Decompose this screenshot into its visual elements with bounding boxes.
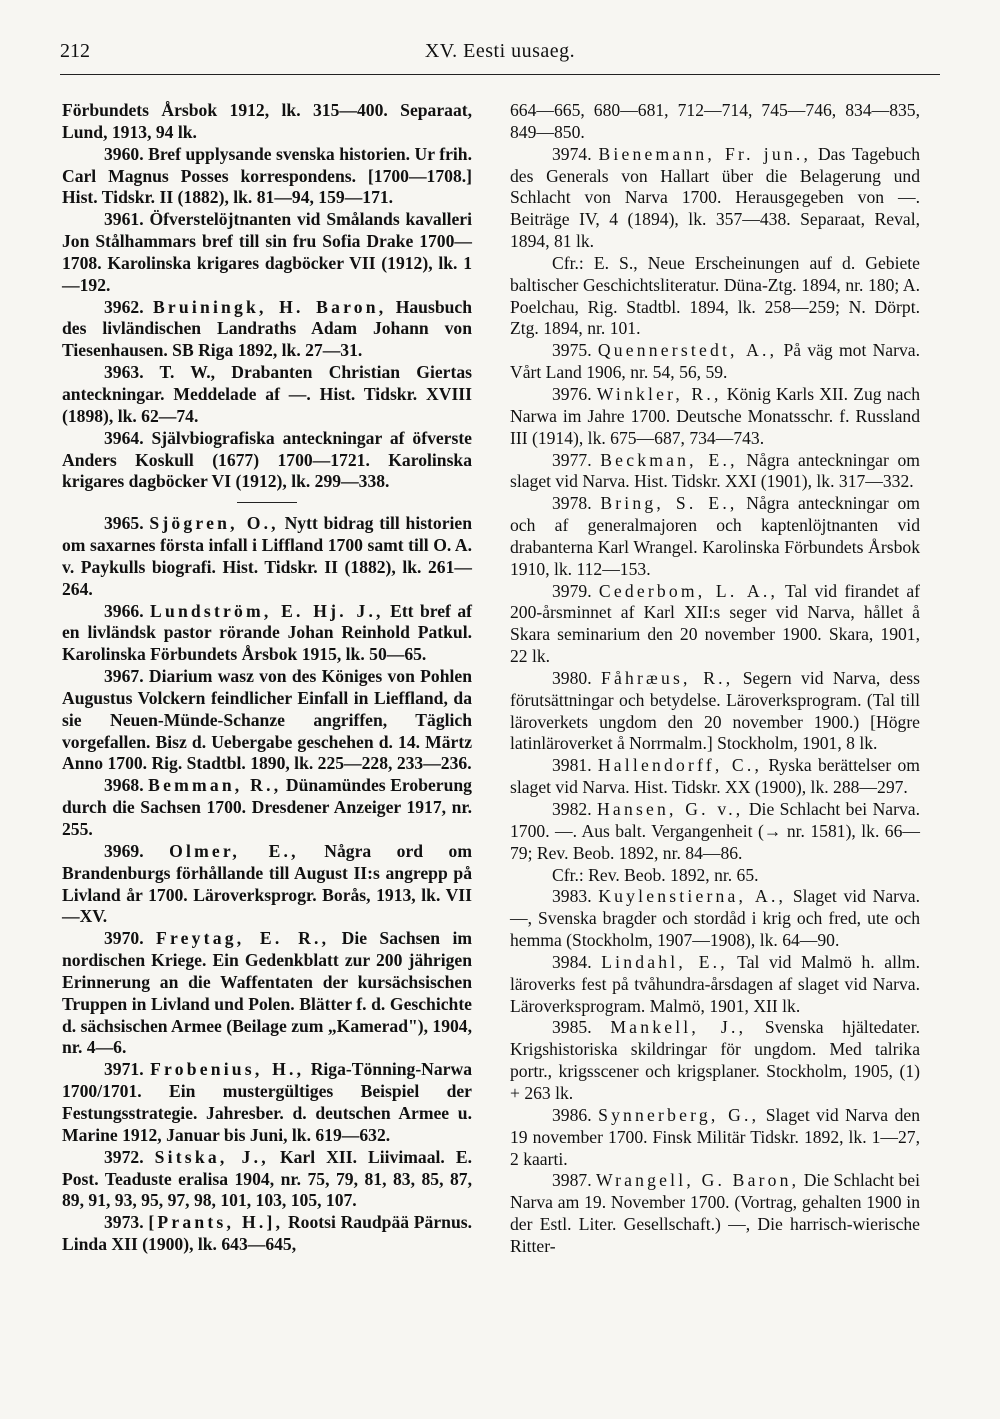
- entry-text: Dünamündes Eroberung durch die Sachsen 1700. Dresdener Anzeiger 1917, nr. 255.: [62, 775, 472, 839]
- bibliography-entry: [62, 775, 472, 841]
- left-column: [62, 100, 472, 1256]
- entry-text: Die Schlacht bei Narva. 1700. —. Aus balt. Vergangenheit (→ nr. 1581), lk. 66—79; Rev. Beob. 1892, nr. 84—86.: [510, 799, 920, 863]
- bibliography-entry: [510, 384, 920, 450]
- entry-author: Lindahl, E.,: [601, 951, 728, 972]
- entry-text: Rootsi Raudpää Pärnus. Linda XII (1900), lk. 643—645,: [62, 1212, 472, 1255]
- entry-text: Das Tagebuch des Generals von Hallart über die Belagerung und Schlacht von Narva 1700. Herausgegeben von —. Beiträge IV, 4 (1894), lk. 357—438. Separaat, Reval, 1894, 81 lk.: [510, 143, 920, 252]
- bibliography-entry: [62, 297, 472, 363]
- entry-author: Bienemann, Fr. jun.,: [598, 143, 812, 164]
- entry-number: 3984.: [552, 951, 592, 972]
- entry-number: 3974.: [552, 143, 592, 164]
- page-number: 212: [60, 40, 90, 62]
- entry-author: Freytag, E. R.,: [156, 928, 330, 949]
- bibliography-entry: [510, 886, 920, 952]
- bibliography-entry: [510, 952, 920, 1018]
- entry-number: 3982.: [552, 799, 592, 819]
- entry-author: Bemman, R.,: [148, 775, 282, 796]
- entry-author: Sitska, J.,: [154, 1146, 269, 1167]
- entry-number: 3968.: [104, 775, 144, 796]
- bibliography-entry: [510, 755, 920, 799]
- entry-author: Olmer, E.,: [169, 840, 299, 861]
- bibliography-entry: [510, 1105, 920, 1171]
- cfr-note: Cfr.: E. S., Neue Erscheinungen auf d. Gebiete baltischer Geschichtsliteratur. Düna-Ztg. 1894, nr. 180; A. Poelchau, Rig. Stadtbl. 1894, lk. 258—259; N. Dörpt. Ztg. 1894, nr. 101.: [510, 252, 920, 339]
- bibliography-entry: 3964. Självbiografiska anteckningar af öfverste Anders Koskull (1677) 1700—1721. Karolinska krigares dagböcker VI (1912), lk. 299—338.: [62, 427, 472, 492]
- entry-number: 3962.: [104, 296, 144, 317]
- entry-number: 3976.: [552, 383, 592, 404]
- bibliography-entry: [62, 1147, 472, 1213]
- entry-author: Wrangell, G. Baron,: [596, 1170, 800, 1191]
- entry-author: Fåhræus, R.,: [601, 667, 734, 688]
- entry-number: 3973.: [104, 1212, 144, 1233]
- bibliography-entry: [510, 1170, 920, 1257]
- entry-text: Karl XII. Liivimaal. E. Post. Teaduste eralisa 1904, nr. 75, 79, 81, 83, 85, 87, 89, 91, 93, 95, 97, 98, 101, 103, 105, 107.: [62, 1146, 472, 1211]
- entry-text: Slaget vid Narva den 19 november 1700. Finsk Militär Tidskr. 1892, lk. 1—27, 2 kaarti.: [510, 1104, 920, 1169]
- entry-author: Kuylenstierna, A.,: [598, 886, 787, 907]
- entry-text: Ett bref af en livländsk pastor rörande Johan Reinhold Patkul. Karolinska Förbundets Årsbok 1915, lk. 50—65.: [62, 600, 472, 665]
- bibliography-entry: [510, 144, 920, 253]
- entry-number: 3977.: [552, 449, 592, 470]
- entry-text: König Karls XII. Zug nach Narwa im Jahre 1700. Deutsche Monatsschr. f. Russland III (1914), lk. 675—687, 734—743.: [510, 383, 921, 448]
- entry-text: Några anteckningar om slaget vid Narva. Hist. Tidskr. XXI (1901), lk. 317—332.: [510, 449, 920, 492]
- entry-text: Slaget vid Narva. —, Svenska bragder och stordåd i krig och fred, ute och hemma (Stockholm, 1907—1908), lk. 64—90.: [510, 886, 920, 951]
- bibliography-entry: [62, 928, 472, 1059]
- entry-number: 3987.: [552, 1170, 592, 1191]
- entry-number: 3983.: [552, 886, 592, 907]
- entry-author: Beckman, E.,: [600, 449, 738, 470]
- running-title: XV. Eesti uusaeg.: [424, 40, 576, 62]
- entry-number: 3965.: [104, 513, 144, 534]
- entry-text: Några anteckningar om och af generalmajoren och kaptenlöjtnanten vid drabanterna Karl Wrangel. Karolinska Förbundets Årsbok 1910, lk. 112—153.: [510, 493, 920, 579]
- entry-text: Die Schlacht bei Narva am 19. November 1700. (Vortrag, gehalten 1900 in der Estl. Liter. Gesellschaft.) —, Die harrisch-wierische Ritter-: [510, 1170, 920, 1256]
- entry-text: På väg mot Narva. Vårt Land 1906, nr. 54, 56, 59.: [510, 340, 920, 383]
- entry-author: Hansen, G. v.,: [597, 799, 744, 819]
- bibliography-entry: Förbundets Årsbok 1912, lk. 315—400. Separaat, Lund, 1913, 94 lk.: [62, 100, 472, 142]
- entry-text: Några ord om Brandenburgs förhållande till August II:s angrepp på Livland år 1700. Läroverksprogr. Borås, 1913, lk. VII—XV.: [62, 840, 473, 927]
- bibliography-entry: [510, 450, 920, 494]
- entry-number: 3971.: [104, 1059, 144, 1080]
- bibliography-entry: 664—665, 680—681, 712—714, 745—746, 834—835, 849—850.: [510, 100, 920, 142]
- entry-number: 3975.: [552, 340, 592, 361]
- entry-author: Bruiningk, H. Baron,: [152, 296, 387, 317]
- entry-author: Lundström, E. Hj. J.,: [150, 600, 384, 621]
- bibliography-entry: 3967. Diarium wasz von des Königes von Pohlen Augustus Volckern feindlicher Einfall in Lieffland, da sie Neuen-Münde-Schanze angriffen, Täglich vorgefallen. Bisz d. Uebergabe geschehen d. 14. Märtz Anno 1700. Rig. Stadtbl. 1890, lk. 225—228, 233—236.: [62, 666, 472, 774]
- entry-author: Sjögren, O.,: [149, 513, 279, 534]
- entry-number: 3972.: [104, 1146, 144, 1167]
- entry-number: 3980.: [552, 667, 592, 688]
- entry-number: 3979.: [552, 580, 592, 601]
- entry-number: 3969.: [104, 840, 144, 861]
- bibliography-entry: [510, 581, 920, 668]
- bibliography-entry: [62, 513, 472, 600]
- entry-author: Quennerstedt, A.,: [597, 340, 778, 361]
- entry-number: 3986.: [552, 1104, 592, 1125]
- section-separator: [237, 502, 297, 503]
- bibliography-entry: [510, 799, 920, 865]
- entry-author: Frobenius, H.,: [150, 1059, 305, 1080]
- entry-author: [Prants, H.],: [148, 1212, 284, 1233]
- entry-author: Hallendorff, C.,: [597, 755, 763, 776]
- entry-author: Cederbom, L. A.,: [598, 580, 779, 601]
- entry-author: Winkler, R.,: [596, 383, 722, 404]
- bibliography-entry: [510, 1017, 920, 1104]
- entry-number: 3970.: [104, 928, 144, 949]
- page-header: [60, 40, 940, 75]
- entry-text: Tal vid firandet af 200-årsminnet af Karl XII:s seger vid Narva, hållet å Skara seminarium den 20 november 1900. Skara, 1901, 22 lk.: [510, 580, 920, 667]
- cfr-note: Cfr.: Rev. Beob. 1892, nr. 65.: [552, 864, 759, 885]
- entry-text: Ryska berättelser om slaget vid Narva. Hist. Tidskr. XX (1900), lk. 288—297.: [510, 755, 920, 798]
- entry-text: Die Sachsen im nordischen Kriege. Ein Gedenkblatt zur 200 jährigen Erinnerung an die Waffentaten der kursächsischen Truppen in Livland und Polen. Blätter f. d. Geschichte d. sächsischen Armee (Beilage zum „Kamerad"), 1904, nr. 4—6.: [62, 928, 472, 1058]
- entry-text: Nytt bidrag till historien om saxarnes första infall i Liffland 1700 samt till O. A. v. Paykulls biografi. Hist. Tidskr. II (1882), lk. 261—264.: [62, 513, 472, 599]
- bibliography-entry: [510, 493, 920, 580]
- entry-author: Mankell, J.,: [610, 1017, 747, 1038]
- bibliography-entry: 3961. Öfverstelöjtnanten vid Smålands kavalleri Jon Stålhammars bref till sin fru Sofia Drake 1700—1708. Karolinska krigares dagböcker VII (1912), lk. 1—192.: [62, 209, 472, 295]
- entry-number: 3985.: [552, 1017, 592, 1038]
- entry-number: 3966.: [104, 600, 144, 621]
- entry-number: 3978.: [552, 493, 592, 514]
- bibliography-entry: 3963. T. W., Drabanten Christian Giertas anteckningar. Meddelade af —. Hist. Tidskr. XVIII (1898), lk. 62—74.: [62, 362, 472, 426]
- bibliography-entry: [62, 841, 472, 928]
- bibliography-entry: [510, 340, 920, 384]
- bibliography-entry: [62, 1059, 472, 1146]
- bibliography-entry: [62, 601, 472, 667]
- entry-text: Svenska hjältedater. Krigshistoriska skildringar för ungdom. Med talrika portr., krigsscener och krigsplaner. Stockholm, 1905, (1) + 263 lk.: [510, 1017, 920, 1103]
- entry-text: Hausbuch des livländischen Landraths Adam Johann von Tiesenhausen. SB Riga 1892, lk. 27—31.: [62, 296, 472, 361]
- entry-text: Segern vid Narva, dess förutsättningar och betydelse. Läroverksprogram. (Tal till läroverkets ungdom den 20 november 1900.) [Högre latinläroverket å Norrmalm.] Stockholm, 1901, 8 lk.: [510, 667, 920, 754]
- bibliography-entry: [62, 1212, 472, 1256]
- entry-author: Bring, S. E.,: [600, 493, 738, 514]
- entry-text: Tal vid Malmö h. allm. läroverks fest på tvåhundra-årsdagen af slaget vid Narva. Läroverksprogram. Malmö, 1901, XII lk.: [510, 951, 920, 1016]
- bibliography-entry: [510, 668, 920, 755]
- entry-number: 3981.: [552, 755, 592, 776]
- entry-author: Synnerberg, G.,: [598, 1104, 760, 1125]
- bibliography-entry: 3960. Bref upplysande svenska historien. Ur frih. Carl Magnus Posses korrespondens. [1700—1708.] Hist. Tidskr. II (1882), lk. 81—94, 159—171.: [62, 143, 472, 208]
- entry-text: Riga-Tönning-Narwa 1700/1701. Ein mustergültiges Beispiel der Festungsstrategie. Jahresber. d. deutschen Armee u. Marine 1912, Januar bis Juni, lk. 619—632.: [62, 1059, 472, 1145]
- right-column: [510, 100, 920, 1258]
